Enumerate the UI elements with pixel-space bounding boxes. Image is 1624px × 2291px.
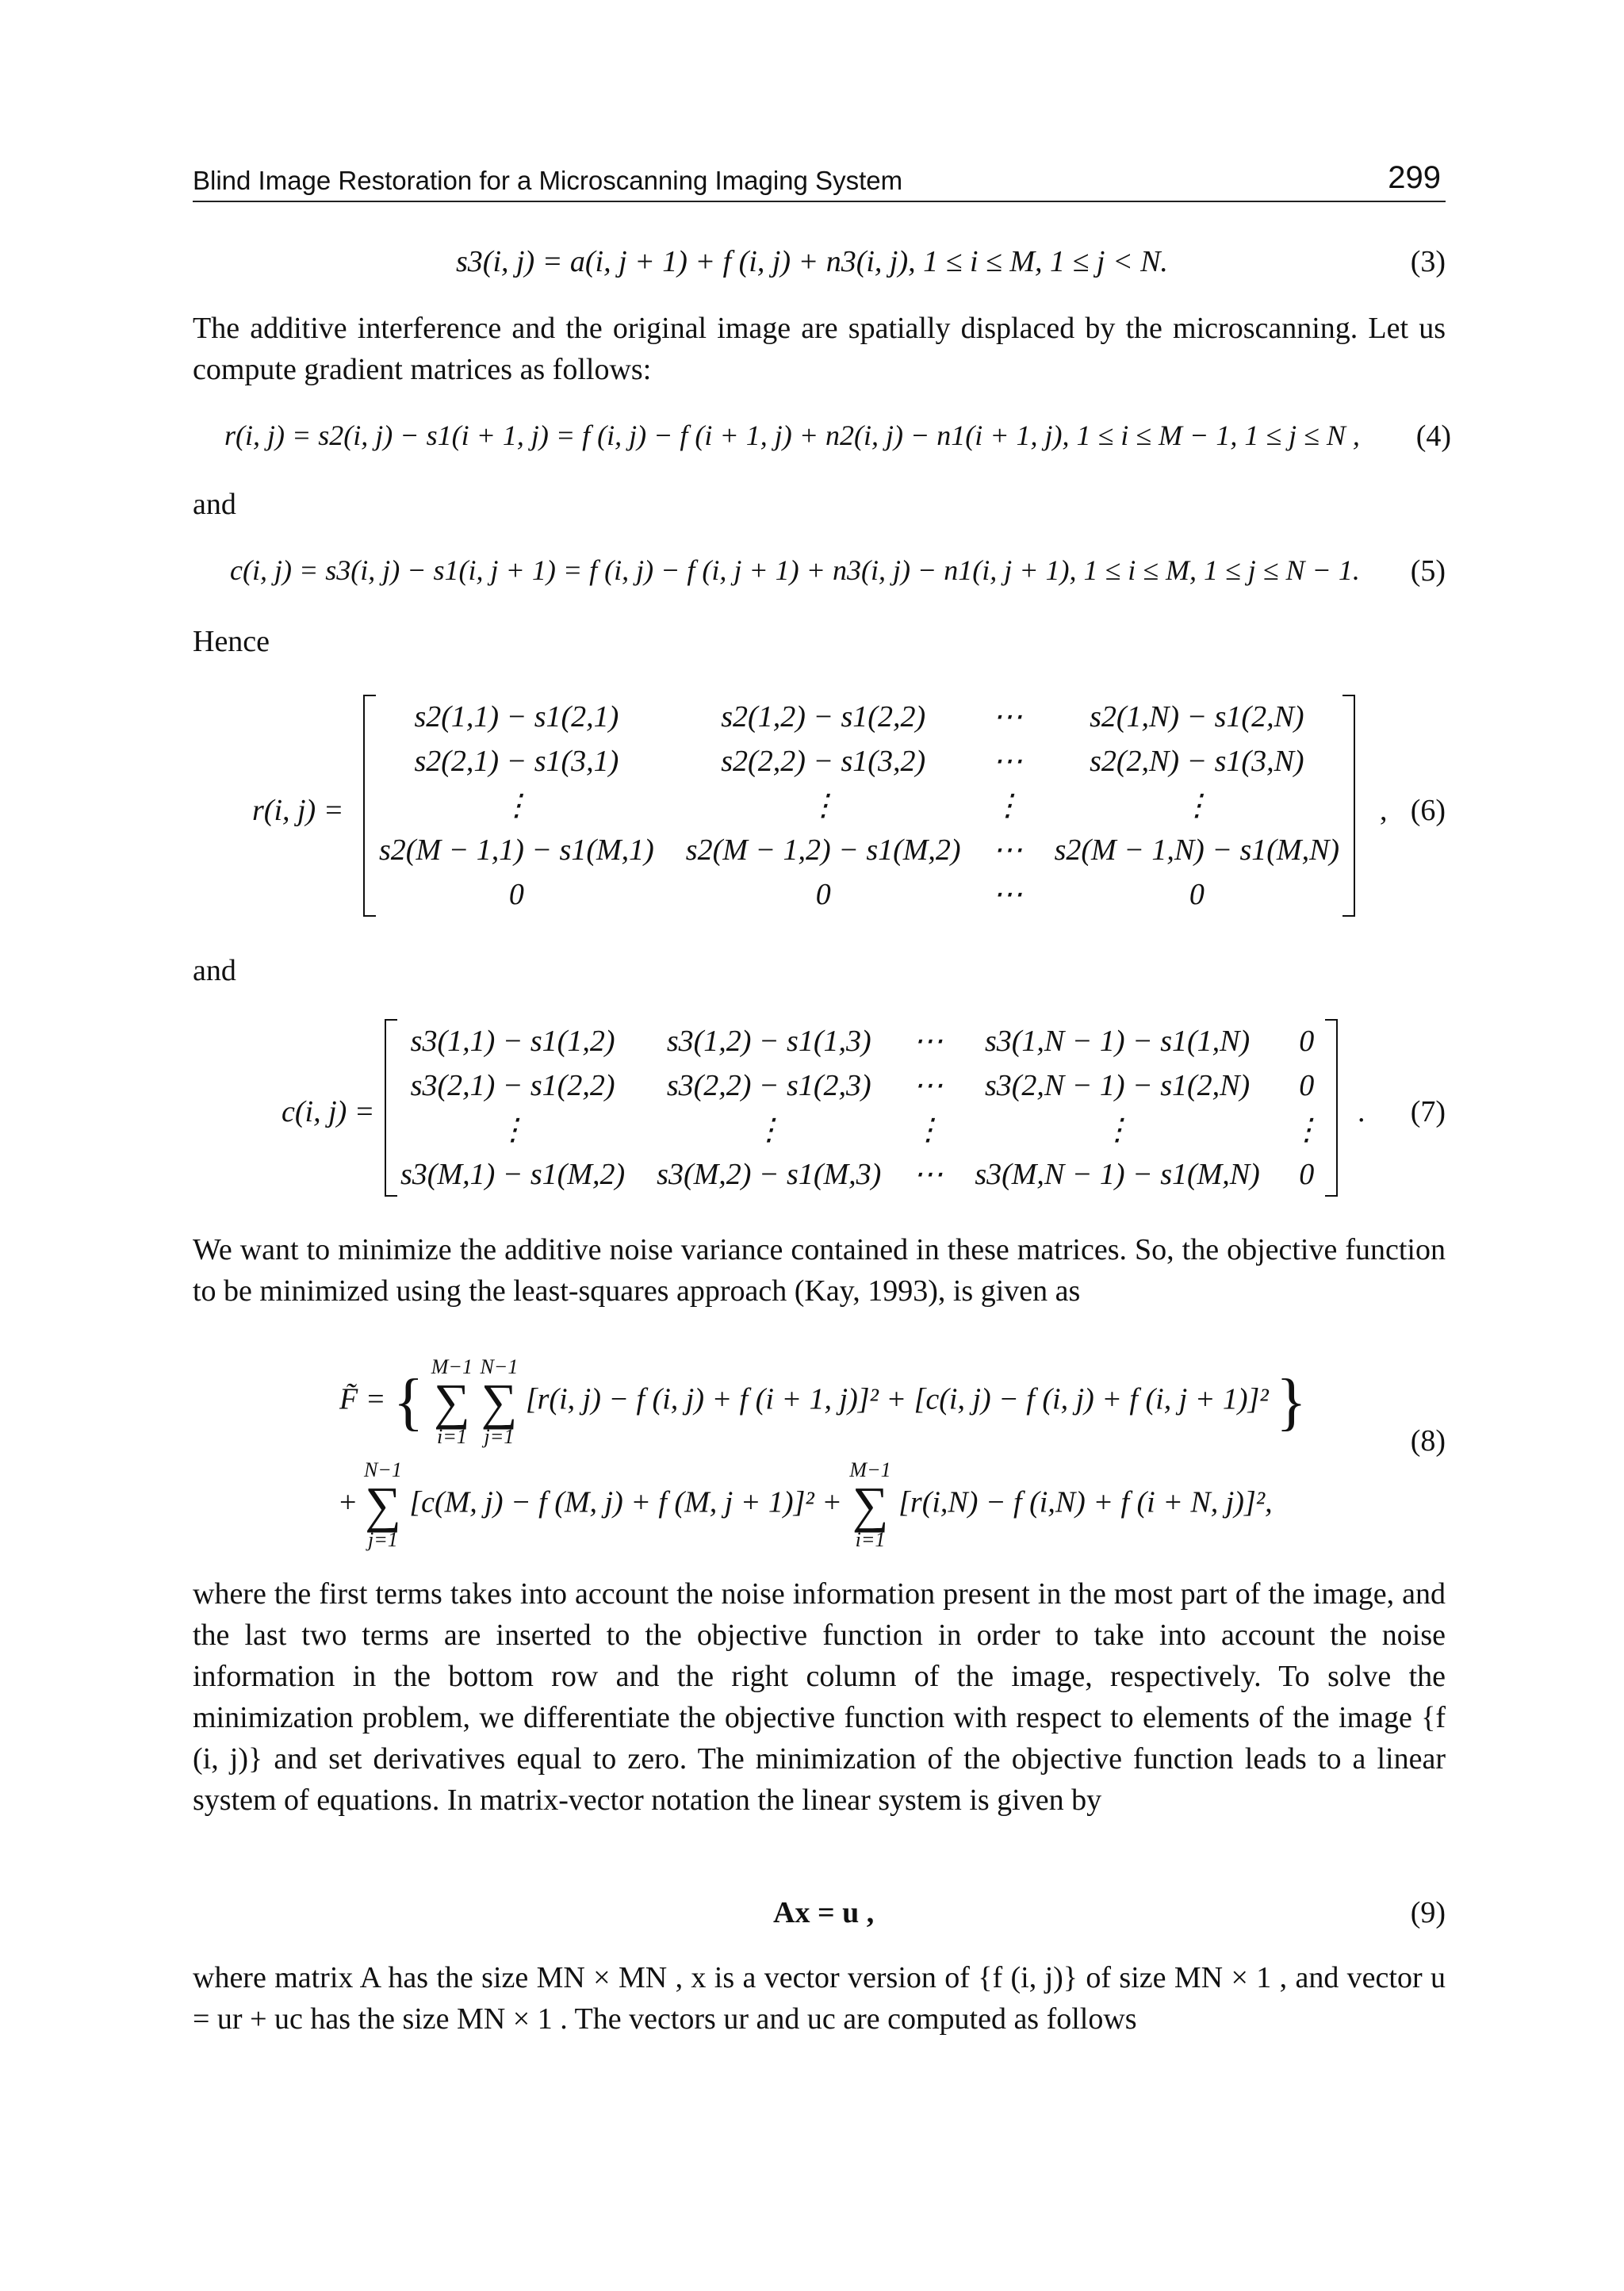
matrix-r-row (363, 783, 1355, 828)
matrix-r-row (363, 828, 1355, 872)
matrix-c-cell: s3(1,1) − s1(1,2) (410, 1025, 615, 1058)
equation-7-lhs: c(i, j) = (282, 1095, 375, 1128)
matrix-r-table (363, 695, 1355, 917)
matrix-c-row (385, 1152, 1338, 1197)
equation-6-lhs: r(i, j) = (252, 794, 344, 827)
equation-8-term-2: [c(M, j) − f (M, j) + f (M, j + 1)]² + (409, 1485, 842, 1519)
equation-3: s3(i, j) = a(i, j + 1) + f (i, j) + n3(i, j), 1 ≤ i ≤ M, 1 ≤ j < N. (456, 245, 1168, 278)
matrix-r-cell: ⋮ (992, 789, 1023, 822)
equation-3-number: (3) (1410, 245, 1446, 278)
matrix-r-cell: ⋯ (992, 700, 1023, 734)
equation-9-number: (9) (1410, 1896, 1446, 1929)
matrix-c-cell: ⋮ (913, 1113, 944, 1147)
matrix-r-cell: s2(1,N) − s1(2,N) (1090, 700, 1304, 734)
matrix-c-cell: s3(M,N − 1) − s1(M,N) (975, 1158, 1260, 1191)
equation-8-line-2: + N−1 ∑ j=1 [c(M, j) − f (M, j) + f (M, j + 1)]² + M−1 ∑ i=1 [r(i,N) − f (i,N) + f (i + N, j)]², (339, 1458, 1273, 1551)
matrix-r-cell: ⋯ (992, 833, 1023, 867)
matrix-c-cell: s3(1,2) − s1(1,3) (666, 1025, 871, 1058)
matrix-c-cell: s3(2,1) − s1(2,2) (410, 1069, 615, 1102)
matrix-c-table (385, 1019, 1338, 1197)
matrix-c-cell: ⋮ (497, 1113, 528, 1147)
matrix-c-cell: s3(2,2) − s1(2,3) (666, 1069, 871, 1102)
equation-5: c(i, j) = s3(i, j) − s1(i, j + 1) = f (i, j) − f (i, j + 1) + n3(i, j) − n1(i, j + 1), 1 ≤ i ≤ M, 1 ≤ j ≤ N − 1. (230, 554, 1360, 586)
matrix-c-cell: 0 (1299, 1158, 1315, 1191)
running-title: Blind Image Restoration for a Microscanning Imaging System (193, 166, 903, 195)
matrix-c-cell: ⋮ (753, 1113, 784, 1147)
hence-text: Hence (193, 625, 270, 658)
matrix-r (363, 695, 1355, 917)
matrix-c-cell: s3(M,1) − s1(M,2) (400, 1158, 626, 1191)
matrix-r-cell: s2(2,1) − s1(3,1) (414, 745, 619, 778)
matrix-r-cell: s2(1,1) − s1(2,1) (414, 700, 619, 734)
matrix-r-cell: s2(1,2) − s1(2,2) (721, 700, 926, 734)
equation-6-trail: , (1380, 794, 1388, 827)
matrix-c-row (385, 1063, 1338, 1108)
matrix-c-row (385, 1019, 1338, 1063)
paragraph-4: where matrix A has the size MN × MN , x is a vector version of {f (i, j)} of size MN × 1 , and vector u = ur + uc has the size MN × 1 . The vectors ur and uc are computed as follows (193, 1961, 1446, 2036)
matrix-c-cell: 0 (1299, 1025, 1315, 1058)
matrix-c-row (385, 1108, 1338, 1152)
equation-9: Ax = u , (773, 1896, 875, 1929)
matrix-r-cell: ⋮ (501, 789, 532, 822)
matrix-r-row (363, 695, 1355, 739)
sum-j-bottom: N−1 ∑ j=1 (363, 1458, 402, 1551)
matrix-r-cell: s2(2,2) − s1(3,2) (721, 745, 926, 778)
equation-8-number: (8) (1410, 1424, 1446, 1458)
sum-j: N−1 ∑ j=1 (480, 1355, 519, 1448)
matrix-r-row (363, 872, 1355, 917)
equation-7-trail: . (1358, 1095, 1365, 1128)
and-text-2: and (193, 954, 236, 987)
equation-8-line-1: F̃ = { M−1 ∑ i=1 N−1 ∑ j=1 [r(i, j) − f (i, j) + f (i + 1, j)]² + [c(i, j) − f (i, j) + f (i, j + 1)]² } (339, 1355, 1307, 1448)
matrix-r-cell: ⋯ (992, 745, 1023, 778)
matrix-r-cell: 0 (508, 878, 524, 911)
sum-i-right: M−1 ∑ i=1 (849, 1458, 891, 1551)
matrix-c-cell: ⋮ (1291, 1113, 1322, 1147)
and-text-1: and (193, 488, 236, 521)
equation-5-number: (5) (1410, 554, 1446, 588)
equation-8-lhs: F̃ = (339, 1382, 386, 1416)
paragraph-3: where the first terms takes into account the noise information present in the most part of the image, and the last two terms are inserted to the objective function in order to take into account the noise information in the bottom row and the right column of the image, respectively. To solve the minimization problem, we differentiate the objective function with respect to elements of the image {f (i, j)} and set derivatives equal to zero. The minimization of the objective function leads to a linear system of equations. In matrix-vector notation the linear system is given by (193, 1577, 1446, 1817)
matrix-c-cell: s3(2,N − 1) − s1(2,N) (984, 1069, 1251, 1102)
matrix-c-cell: ⋮ (1102, 1113, 1133, 1147)
matrix-r-cell: s2(M − 1,2) − s1(M,2) (685, 833, 961, 867)
sum-i: M−1 ∑ i=1 (431, 1355, 473, 1448)
matrix-r-cell: 0 (815, 878, 831, 911)
matrix-r-cell: s2(2,N) − s1(3,N) (1090, 745, 1304, 778)
matrix-c-cell: ⋯ (913, 1158, 944, 1191)
equation-4: r(i, j) = s2(i, j) − s1(i + 1, j) = f (i, j) − f (i + 1, j) + n2(i, j) − n1(i + 1, j), 1 ≤ i ≤ M − 1, 1 ≤ j ≤ N , (224, 420, 1360, 451)
matrix-c-cell: ⋯ (913, 1069, 944, 1102)
matrix-c (385, 1019, 1338, 1197)
matrix-r-cell: ⋮ (808, 789, 839, 822)
page-number: 299 (1388, 160, 1441, 195)
matrix-r-row (363, 739, 1355, 783)
equation-6-number: (6) (1410, 794, 1446, 827)
equation-8-term-1: [r(i, j) − f (i, j) + f (i + 1, j)]² + [c(i, j) − f (i, j) + f (i, j + 1)]² (525, 1382, 1269, 1416)
matrix-r-cell: 0 (1189, 878, 1205, 911)
matrix-r-cell: ⋯ (992, 878, 1023, 911)
equation-7-number: (7) (1410, 1095, 1446, 1128)
equation-8-term-3: [r(i,N) − f (i,N) + f (i + N, j)]², (898, 1485, 1273, 1519)
matrix-c-cell: s3(M,2) − s1(M,3) (657, 1158, 882, 1191)
matrix-c-cell: s3(1,N − 1) − s1(1,N) (984, 1025, 1251, 1058)
paragraph-2: We want to minimize the additive noise variance contained in these matrices. So, the objective function to be minimized using the least-squares approach (Kay, 1993), is given as (193, 1233, 1446, 1308)
matrix-c-cell: 0 (1299, 1069, 1315, 1102)
matrix-r-cell: ⋮ (1182, 789, 1212, 822)
matrix-c-cell: ⋯ (913, 1025, 944, 1058)
matrix-r-cell: s2(M − 1,N) − s1(M,N) (1054, 833, 1340, 867)
paragraph-1: The additive interference and the original image are spatially displaced by the microscanning. Let us compute gradient matrices as follows: (193, 312, 1446, 386)
matrix-r-cell: s2(M − 1,1) − s1(M,1) (379, 833, 654, 867)
running-header (193, 160, 1446, 202)
equation-4-number: (4) (1415, 420, 1451, 453)
